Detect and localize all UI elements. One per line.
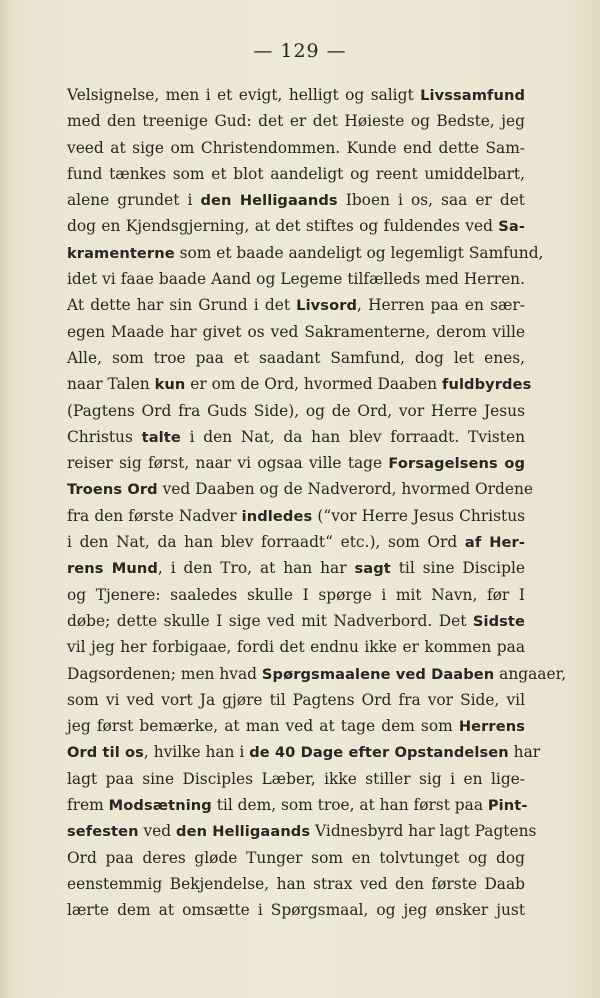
emphasized-text: Spørgsmaalene ved Daaben: [261, 665, 495, 683]
emphasized-text: Ord til os: [67, 744, 144, 762]
emphasized-text: den Helligaands: [176, 823, 311, 841]
text-line: [67, 424, 525, 450]
emphasized-text: indledes: [241, 507, 313, 525]
text-segment: som vi ved vort Ja gjøre til Pagtens Ord fra vor Side, vil: [67, 690, 525, 709]
emphasized-text: Sa-: [498, 218, 525, 236]
page-gutter-shadow: [0, 0, 10, 998]
text-line: [67, 371, 532, 397]
text-segment: Iboen i os, saa er det: [337, 191, 525, 210]
emphasized-text: Herrens: [458, 718, 525, 736]
text-segment: jeg først bemærke, at man ved at tage dem som: [67, 717, 459, 736]
text-line: [67, 135, 525, 161]
text-line: [67, 792, 528, 818]
text-segment: Alle, som troe paa et saadant Samfund, dog let enes,: [67, 348, 525, 367]
text-segment: idet vi faae baade Aand og Legeme tilfælleds med Herren.: [67, 270, 525, 289]
text-line: [67, 845, 525, 871]
text-segment: , i den Tro, at han har: [157, 559, 355, 578]
text-line: [67, 398, 525, 424]
emphasized-text: Livsord: [296, 297, 358, 315]
text-segment: fra den første Nadver: [67, 506, 242, 525]
text-segment: Dagsordenen; men hvad: [67, 664, 262, 683]
text-segment: , hvilke han i: [143, 743, 250, 762]
emphasized-text: Modsætning: [108, 797, 212, 815]
text-line: [67, 82, 525, 108]
text-segment: til sine Disciple: [390, 559, 525, 578]
text-line: [67, 319, 525, 345]
emphasized-text: Troens Ord: [67, 481, 158, 499]
text-line: [67, 713, 525, 739]
text-segment: , Herren paa en sær-: [357, 296, 525, 315]
text-segment: reiser sig først, naar vi ogsaa ville tage: [67, 454, 389, 473]
text-line: [67, 450, 525, 476]
text-segment: (“vor Herre Jesus Christus: [312, 506, 525, 525]
emphasized-text: kun: [154, 376, 186, 394]
text-segment: Christus: [67, 427, 142, 446]
text-segment: fund tænkes som et blot aandeligt og reent umiddelbart,: [67, 164, 525, 183]
text-segment: naar Talen: [67, 375, 155, 394]
text-line: [67, 292, 525, 318]
text-segment: ved: [138, 822, 177, 841]
text-segment: i den Nat, da han blev forraadt“ etc.), som Ord: [67, 533, 465, 552]
text-line: [67, 661, 567, 687]
text-line: [67, 897, 525, 923]
emphasized-text: sagt: [354, 560, 391, 578]
emphasized-text: Forsagelsens og: [388, 455, 525, 473]
text-line: [67, 582, 525, 608]
text-line: [67, 187, 525, 213]
text-segment: angaaer,: [494, 664, 567, 683]
text-line: [67, 345, 525, 371]
text-line: [67, 503, 525, 529]
text-line: [67, 687, 525, 713]
text-segment: døbe; dette skulle I sige ved mit Nadverbord. Det: [67, 611, 473, 630]
text-segment: som et baade aandeligt og legemligt Samfund,: [174, 243, 544, 262]
body-text: [67, 82, 567, 924]
emphasized-text: den Helligaands: [200, 192, 338, 210]
text-segment: har: [508, 743, 541, 762]
text-segment: egen Maade har givet os ved Sakramenterne, derom ville: [67, 322, 525, 341]
text-segment: er om de Ord, hvormed Daaben: [185, 375, 442, 394]
emphasized-text: Pint-: [487, 797, 528, 815]
text-line: [67, 213, 525, 239]
text-line: [67, 108, 525, 134]
text-segment: ved Daaben og de Nadverord, hvormed Ordene: [157, 480, 533, 499]
text-segment: Vidnesbyrd har lagt Pagtens: [310, 822, 537, 841]
text-line: [67, 529, 525, 555]
text-line: [67, 818, 537, 844]
emphasized-text: de 40 Dage efter Opstandelsen: [249, 744, 509, 762]
text-segment: og Tjenere: saaledes skulle I spørge i mit Navn, før I: [67, 585, 525, 604]
text-segment: dog en Kjendsgjerning, at det stiftes og fuldendes ved: [67, 217, 499, 236]
emphasized-text: Sidste: [472, 612, 525, 630]
text-segment: lærte dem at omsætte i Spørgsmaal, og jeg ønsker just: [67, 901, 525, 920]
text-line: [67, 555, 525, 581]
text-line: [67, 871, 525, 897]
text-segment: lagt paa sine Disciples Læber, ikke stiller sig i en lige-: [67, 769, 525, 788]
text-line: [67, 161, 525, 187]
emphasized-text: talte: [141, 428, 181, 446]
text-line: [67, 634, 525, 660]
text-line: [67, 608, 525, 634]
emphasized-text: af Her-: [464, 534, 525, 552]
emphasized-text: sefesten: [67, 823, 139, 841]
emphasized-text: rens Mund: [67, 560, 158, 578]
text-segment: At dette har sin Grund i det: [67, 296, 297, 315]
text-line: [67, 766, 525, 792]
text-segment: vil jeg her forbigaae, fordi det endnu ikke er kommen paa: [67, 638, 525, 657]
text-line: [67, 240, 544, 266]
text-segment: (Pagtens Ord fra Guds Side), og de Ord, vor Herre Jesus: [67, 401, 525, 420]
emphasized-text: fuldbyrdes: [442, 376, 532, 394]
text-segment: frem: [67, 796, 109, 815]
text-segment: til dem, som troe, at han først paa: [211, 796, 488, 815]
emphasized-text: kramenterne: [67, 244, 175, 262]
text-segment: Ord paa deres gløde Tunger som en tolvtunget og dog: [67, 848, 525, 867]
text-segment: alene grundet i: [67, 191, 201, 210]
text-segment: eenstemmig Bekjendelse, han strax ved den første Daab: [67, 874, 525, 893]
text-line: [67, 739, 541, 765]
text-line: [67, 476, 533, 502]
page-number: — 129 —: [253, 40, 347, 62]
text-line: [67, 266, 525, 292]
emphasized-text: Livssamfund: [420, 87, 525, 104]
text-segment: Velsignelse, men i et evigt, helligt og saligt: [67, 86, 421, 104]
text-segment: med den treenige Gud: det er det Høieste og Bedste, jeg: [67, 112, 525, 131]
text-segment: i den Nat, da han blev forraadt. Tvisten: [180, 427, 525, 446]
text-segment: veed at sige om Christendommen. Kunde end dette Sam-: [67, 138, 525, 157]
